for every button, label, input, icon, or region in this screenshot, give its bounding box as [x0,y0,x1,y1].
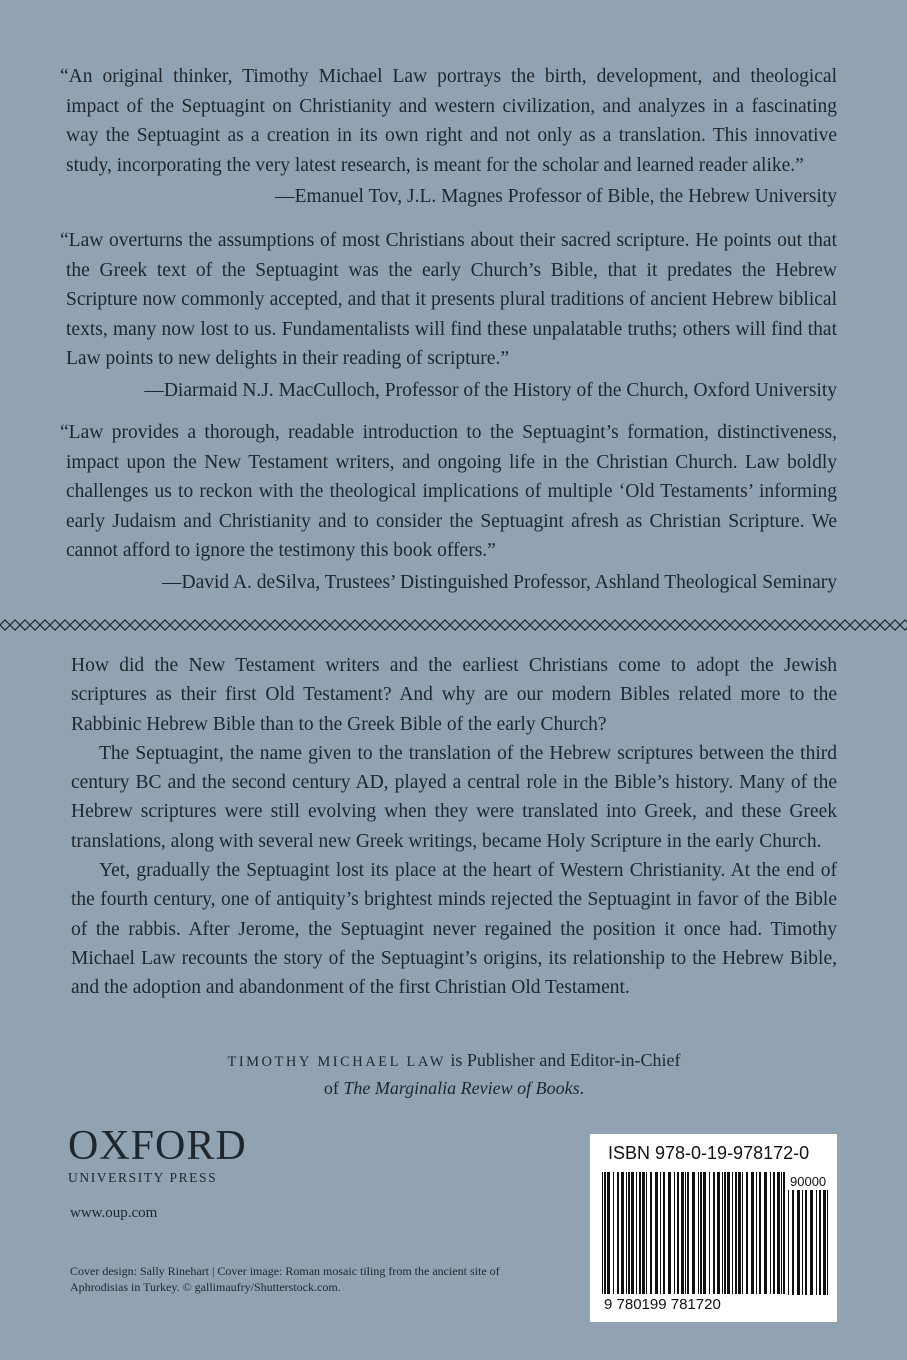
barcode-bar [722,1172,723,1294]
quote-text: “An original thinker, Timothy Michael Law portrays the birth, development, and theological impact of the Septuagint on Christianity and western civilization, and analyzes in a fascinating way the Septuagint as a creation in its own right and not only as a translation. This innovative study, incorporating the very latest research, is meant for the scholar and learned reader alike.” [60,66,837,176]
quote-attribution: —Diarmaid N.J. MacCulloch, Professor of the History of the Church, Oxford University [144,379,837,401]
barcode-bar [687,1172,689,1294]
barcode-bar [660,1172,661,1294]
barcode-bar [613,1172,614,1294]
period: . [579,1078,585,1098]
endorsement-macculloch [60,226,837,405]
ean-number: 9 780199 781720 [604,1296,721,1313]
barcode-bar [783,1172,785,1294]
barcode-bar [810,1190,813,1295]
quote-attribution: —David A. deSilva, Trustees’ Distinguished Professor, Ashland Theological Seminary [162,571,837,593]
barcode-bar [646,1172,647,1294]
barcode-bar [685,1172,686,1294]
barcode-bar [764,1172,767,1294]
barcode-bar [713,1172,715,1294]
barcode-bar [681,1172,684,1294]
description-paragraph: How did the New Testament writers and the earliest Christians come to adopt the Jewish scriptures as their first Old Testament? And why are our modern Bibles related more to the Rabbinic Hebrew Bible than to the Greek Bible of the early Church? [71,655,837,735]
barcode-bar [823,1190,826,1295]
endorsement-tov [60,62,837,212]
barcode-bar [735,1172,737,1294]
barcode-bar [655,1172,658,1294]
barcode-bar [636,1172,637,1294]
barcode-bar [602,1172,603,1294]
barcode-bar [621,1172,624,1294]
publisher-name: OXFORD [68,1123,247,1169]
endorsement-desilva [60,418,837,597]
barcode-bar [628,1172,630,1294]
barcode-bar [742,1172,743,1294]
barcode-bar [738,1172,741,1294]
author-role: is Publisher and Editor-in-Chief [445,1050,681,1070]
cover-credit: Cover design: Sally Rinehart | Cover image: Roman mosaic tiling from the ancient site of Aphrodisias in Turkey. © gallimaufry/Shutterstock.com. [70,1264,500,1294]
barcode-bar [827,1190,828,1295]
barcode-bar [732,1172,733,1294]
barcode-bar [604,1172,606,1294]
publication-title: The Marginalia Review of Books [343,1078,580,1098]
barcode-bar [781,1172,782,1294]
barcode-bar [631,1172,634,1294]
barcode-bar [727,1172,730,1294]
description-paragraph: The Septuagint, the name given to the translation of the Hebrew scriptures between the third century BC and the second century AD, played a central role in the Bible’s history. Many of the Hebrew scriptures were still evolving when they were translated into Greek, and these Greek translations, along with several new Greek writings, became Holy Scripture in the early Church. [71,742,837,852]
barcode-bar [802,1190,803,1295]
quote-attribution: —Emanuel Tov, J.L. Magnes Professor of Bible, the Hebrew University [275,186,837,207]
barcode-bar [639,1172,641,1294]
price-code: 90000 [790,1174,827,1189]
publisher-url: www.oup.com [70,1205,158,1221]
barcode-bar [703,1172,706,1294]
book-description [71,651,837,1003]
isbn-number: ISBN 978-0-19-978172-0 [608,1143,810,1163]
barcode-bar [700,1172,702,1294]
barcode-bar [674,1172,675,1294]
barcode-bar [668,1172,671,1294]
barcode-bar [770,1172,771,1294]
author-of: of [323,1078,344,1098]
quote-text: “Law provides a thorough, readable introduction to the Septuagint’s formation, distinctiveness, impact upon the New Testament writers, and ongoing life in the Christian Church. Law boldly challenges us to reckon with the theological implications of multiple ‘Old Testaments’ informing early Judaism and Christianity and to consider the Septuagint afresh as Christian Scripture. We cannot afford to ignore the testimony this book offers.” [60,422,837,561]
author-bio [71,1047,837,1101]
barcode-bar [805,1190,807,1295]
isbn-barcode [590,1134,837,1322]
barcode-bar [751,1172,754,1294]
barcode-bar [724,1172,726,1294]
barcode-bar [642,1172,645,1294]
barcode-bar [746,1172,748,1294]
barcode-bar [607,1172,610,1294]
description-paragraph: Yet, gradually the Septuagint lost its place at the heart of Western Christianity. At the end of the fourth century, one of antiquity’s brightest minds rejected the Septuagint in favor of the Bible of the rabbis. After Jerome, the Septuagint never regained the position it once had. Timothy Michael Law recounts the story of the Septuagint’s origins, its relationship to the Hebrew Bible, and the adoption and abandonment of the first Christian Old Testament. [71,860,837,999]
publisher-press: UNIVERSITY PRESS [68,1170,218,1185]
quote-text: “Law overturns the assumptions of most Christians about their sacred scripture. He points out that the Greek text of the Septuagint was the early Church’s Bible, that it predates the Hebrew Scripture now commonly accepted, and that it presents plural traditions of ancient Hebrew biblical texts, many now lost to us. Fundamentalists will find these unpalatable truths; others will find that Law points to new delights in their reading of scripture.” [60,230,837,369]
price-barcode-bars [786,1190,830,1295]
barcode-bar [717,1172,720,1294]
decorative-divider [0,618,907,632]
publisher-logo [68,1123,247,1186]
barcode-bar [792,1190,794,1295]
barcode-bar [816,1190,817,1295]
barcode-bar [759,1172,761,1294]
barcode-bar [773,1172,775,1294]
barcode-bar [663,1172,665,1294]
barcode-bar [709,1172,710,1294]
barcode-bar [698,1172,699,1294]
barcode-bar [650,1172,652,1294]
barcode-bar [756,1172,757,1294]
barcode-bar [819,1190,821,1295]
barcode-bar [626,1172,627,1294]
barcode-bar [677,1172,679,1294]
barcode-bar [788,1190,789,1295]
barcode-bars [600,1172,786,1294]
author-name: TIMOTHY MICHAEL LAW [227,1054,446,1070]
barcode-bar [797,1190,800,1295]
barcode-bar [692,1172,695,1294]
barcode-bar [617,1172,619,1294]
barcode-bar [777,1172,780,1294]
